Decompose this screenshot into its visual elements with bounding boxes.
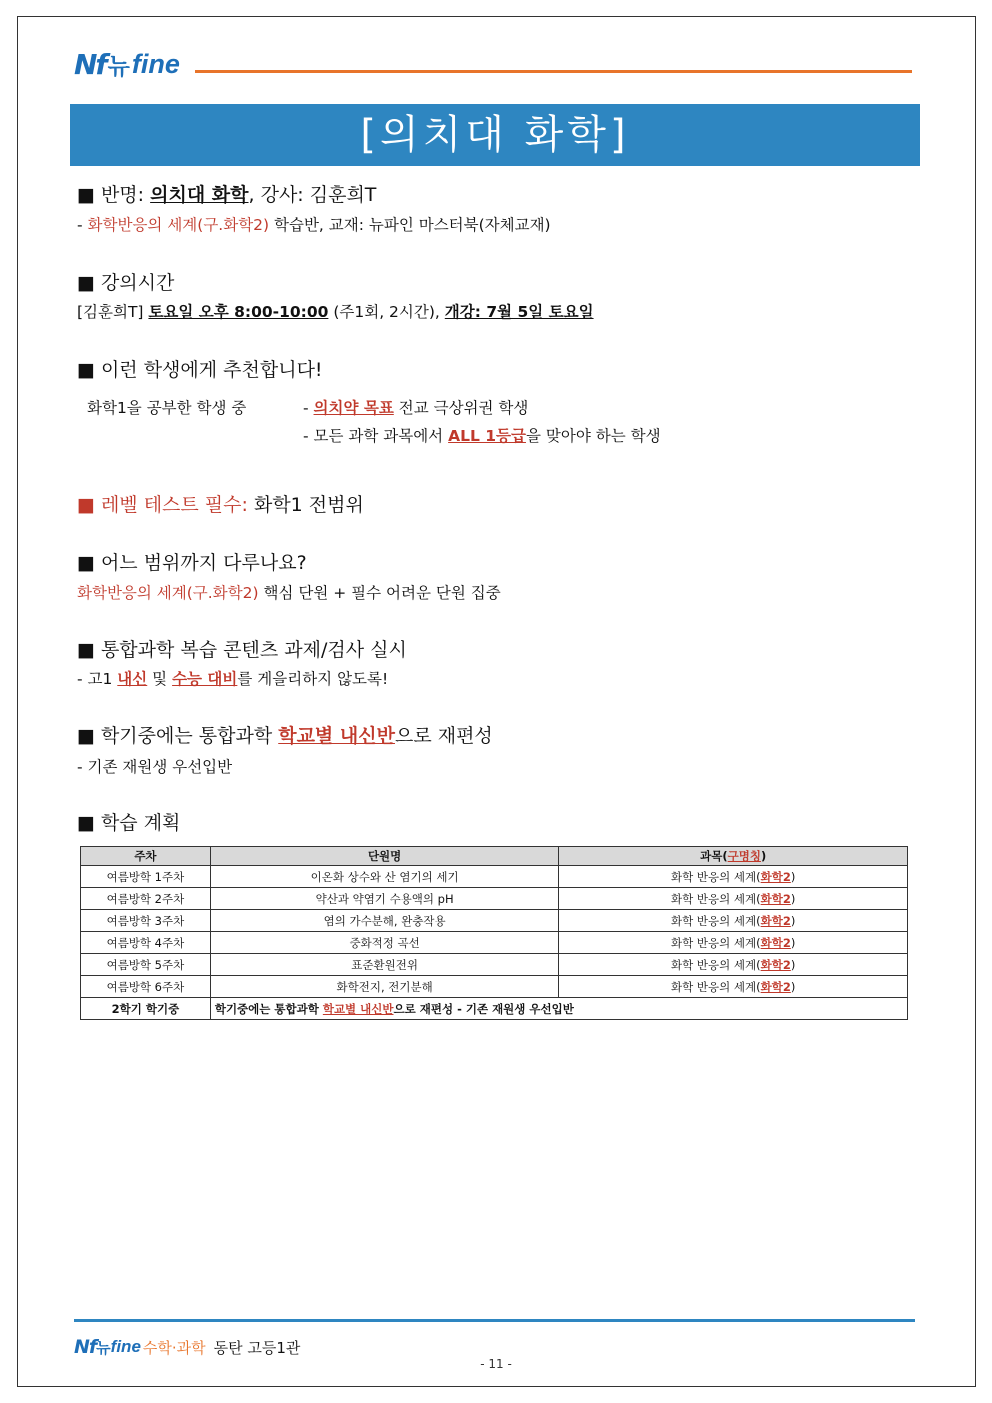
plan-heading: ■ 학습 계획 [77,812,181,834]
header-divider [195,70,912,73]
integrated-line: - 고1 내신 및 수능 대비를 게을리하지 않도록! [77,670,389,688]
table-row: 여름방학 1주차 이온화 상수와 산 염기의 세기 화학 반응의 세계(화학2) [81,866,908,888]
schedule-time: 토요일 오후 8:00-10:00 [148,303,329,321]
square-bullet-icon: ■ [77,359,95,381]
square-bullet-icon: ■ [77,812,95,834]
square-bullet-icon: ■ [77,184,95,206]
table-row-semester: 2학기 학기중 학기중에는 통합과학 학교별 내신반으로 재편성 - 기존 재원생 우선입반 [81,998,908,1020]
col-header-subject: 과목(구명칭) [559,847,908,866]
recommend-item-2: - 모든 과학 과목에서 ALL 1등급을 맞아야 하는 학생 [303,427,661,445]
footer-logo [74,1336,300,1358]
square-bullet-icon: ■ [77,494,95,516]
schedule-start: 개강: 7월 5일 토요일 [444,303,594,321]
logo-korean: 뉴 [107,54,130,80]
table-row: 여름방학 5주차 표준환원전위 화학 반응의 세계(화학2) [81,954,908,976]
semester-sub: - 기존 재원생 우선입반 [77,758,233,776]
square-bullet-icon: ■ [77,725,95,747]
table-row: 여름방학 6주차 화학전지, 전기분해 화학 반응의 세계(화학2) [81,976,908,998]
study-plan-table [80,846,908,1020]
level-test-heading: ■ 레벨 테스트 필수: 화학1 전범위 [77,494,364,516]
col-header-week: 주차 [81,847,211,866]
footer-subject: 수학·과학 [142,1338,206,1357]
table-row: 여름방학 4주차 중화적정 곡선 화학 반응의 세계(화학2) [81,932,908,954]
table-row: 여름방학 2주차 약산과 약염기 수용액의 pH 화학 반응의 세계(화학2) [81,888,908,910]
brand-logo [74,48,180,81]
table-row: 여름방학 3주차 염의 가수분해, 완충작용 화학 반응의 세계(화학2) [81,910,908,932]
recommend-heading: ■ 이런 학생에게 추천합니다! [77,359,323,381]
square-bullet-icon: ■ [77,272,95,294]
col-header-unit: 단원명 [210,847,559,866]
table-header-row [81,847,908,866]
semester-heading: ■ 학기중에는 통합과학 학교별 내신반으로 재편성 [77,725,493,747]
footer-logo-mark: Nf [74,1336,97,1358]
scope-heading: ■ 어느 범위까지 다루나요? [77,552,307,574]
footer-campus: 동탄 고등1관 [213,1338,301,1357]
footer-logo-text: fine [110,1337,141,1356]
page-title: [의치대 화학] [70,104,920,166]
class-info-heading: ■ 반명: 의치대 화학, 강사: 김훈희T [77,184,377,206]
recommend-item-1: - 의치약 목표 전교 극상위권 학생 [303,399,529,417]
schedule-line: [김훈희T] 토요일 오후 8:00-10:00 (주1회, 2시간), 개강: 7월 5일 토요일 [77,303,594,321]
recommend-left-label: 화학1을 공부한 학생 중 [87,399,247,417]
square-bullet-icon: ■ [77,552,95,574]
class-name: 의치대 화학 [150,184,249,206]
footer-logo-korean: 뉴 [96,1338,111,1357]
square-bullet-icon: ■ [77,639,95,661]
footer-divider [74,1319,915,1322]
schedule-heading: ■ 강의시간 [77,272,175,294]
logo-mark: Nf [74,48,106,81]
class-info-subline: - 화학반응의 세계(구.화학2) 학습반, 교재: 뉴파인 마스터북(자체교재) [77,216,551,234]
integrated-heading: ■ 통합과학 복습 콘텐츠 과제/검사 실시 [77,639,407,661]
logo-text: fine [131,49,180,79]
page-number: - 11 - [480,1357,512,1371]
scope-line: 화학반응의 세계(구.화학2) 핵심 단원 + 필수 어려운 단원 집중 [77,584,501,602]
